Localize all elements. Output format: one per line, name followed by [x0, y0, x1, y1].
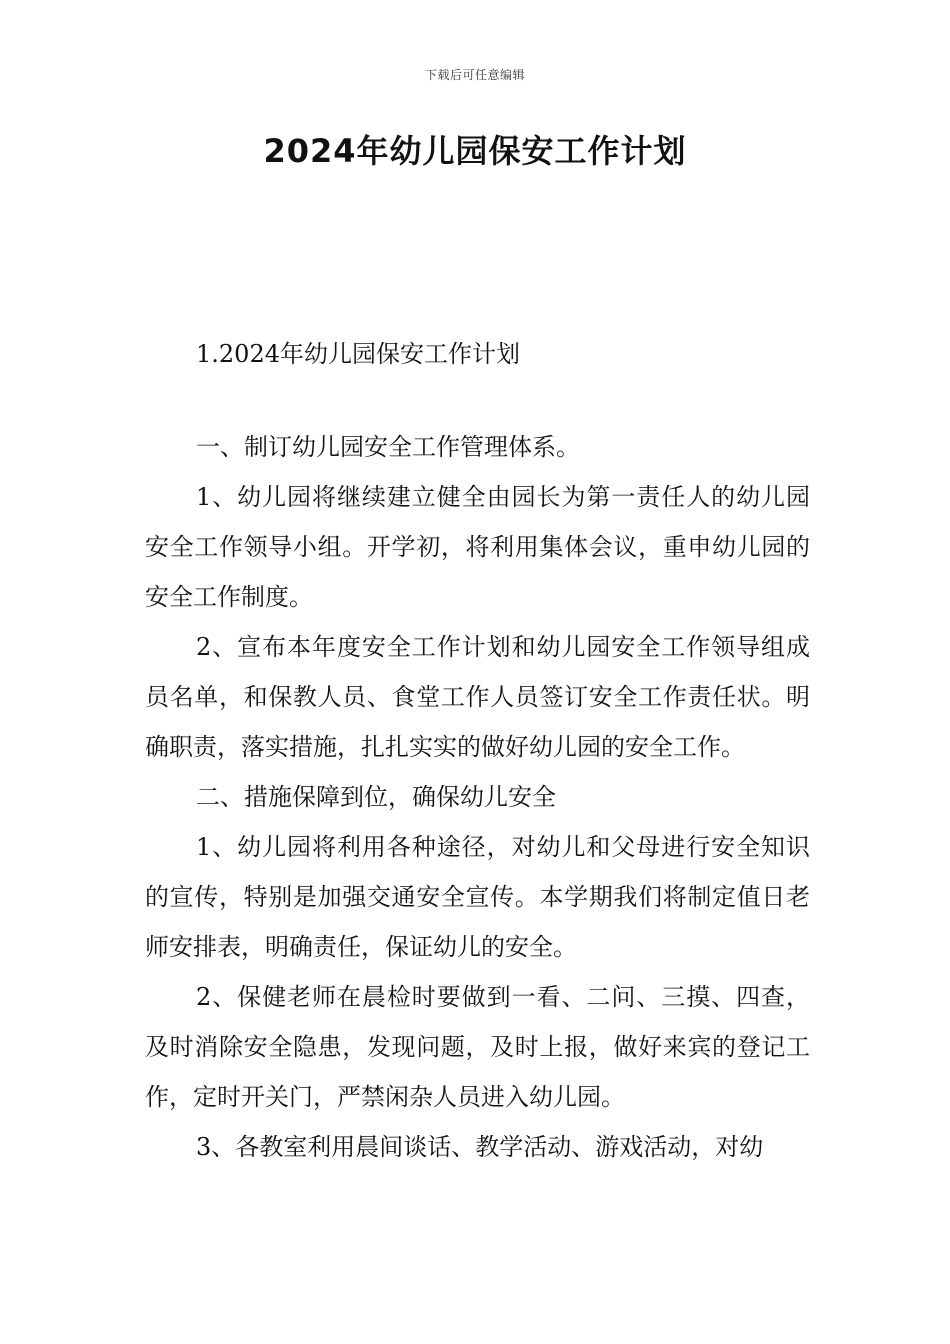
- paragraph: 2、宣布本年度安全工作计划和幼儿园安全工作领导组成员名单，和保教人员、食堂工作人员签订安全工作责任状。明确职责，落实措施，扎扎实实的做好幼儿园的安全工作。: [145, 633, 810, 761]
- document-body: [145, 422, 810, 1172]
- heading-section-two: 二、措施保障到位，确保幼儿安全: [196, 783, 556, 811]
- paragraph: 3、各教室利用晨间谈话、教学活动、游戏活动，对幼: [196, 1133, 764, 1161]
- section-subtitle: 1.2024年幼儿园保安工作计划: [196, 340, 520, 368]
- paragraph: 1、幼儿园将继续建立健全由园长为第一责任人的幼儿园安全工作领导小组。开学初，将利用集体会议，重申幼儿园的安全工作制度。: [145, 483, 810, 611]
- heading-section-one: 一、制订幼儿园安全工作管理体系。: [196, 433, 580, 461]
- paragraph: 2、保健老师在晨检时要做到一看、二问、三摸、四查，及时消除安全隐患，发现问题，及时上报，做好来宾的登记工作，定时开关门，严禁闲杂人员进入幼儿园。: [145, 983, 810, 1111]
- document-title: 2024年幼儿园保安工作计划: [263, 132, 687, 170]
- header-note: 下载后可任意编辑: [424, 68, 525, 82]
- paragraph: 1、幼儿园将利用各种途径，对幼儿和父母进行安全知识的宣传，特别是加强交通安全宣传。本学期我们将制定值日老师安排表，明确责任，保证幼儿的安全。: [145, 833, 810, 961]
